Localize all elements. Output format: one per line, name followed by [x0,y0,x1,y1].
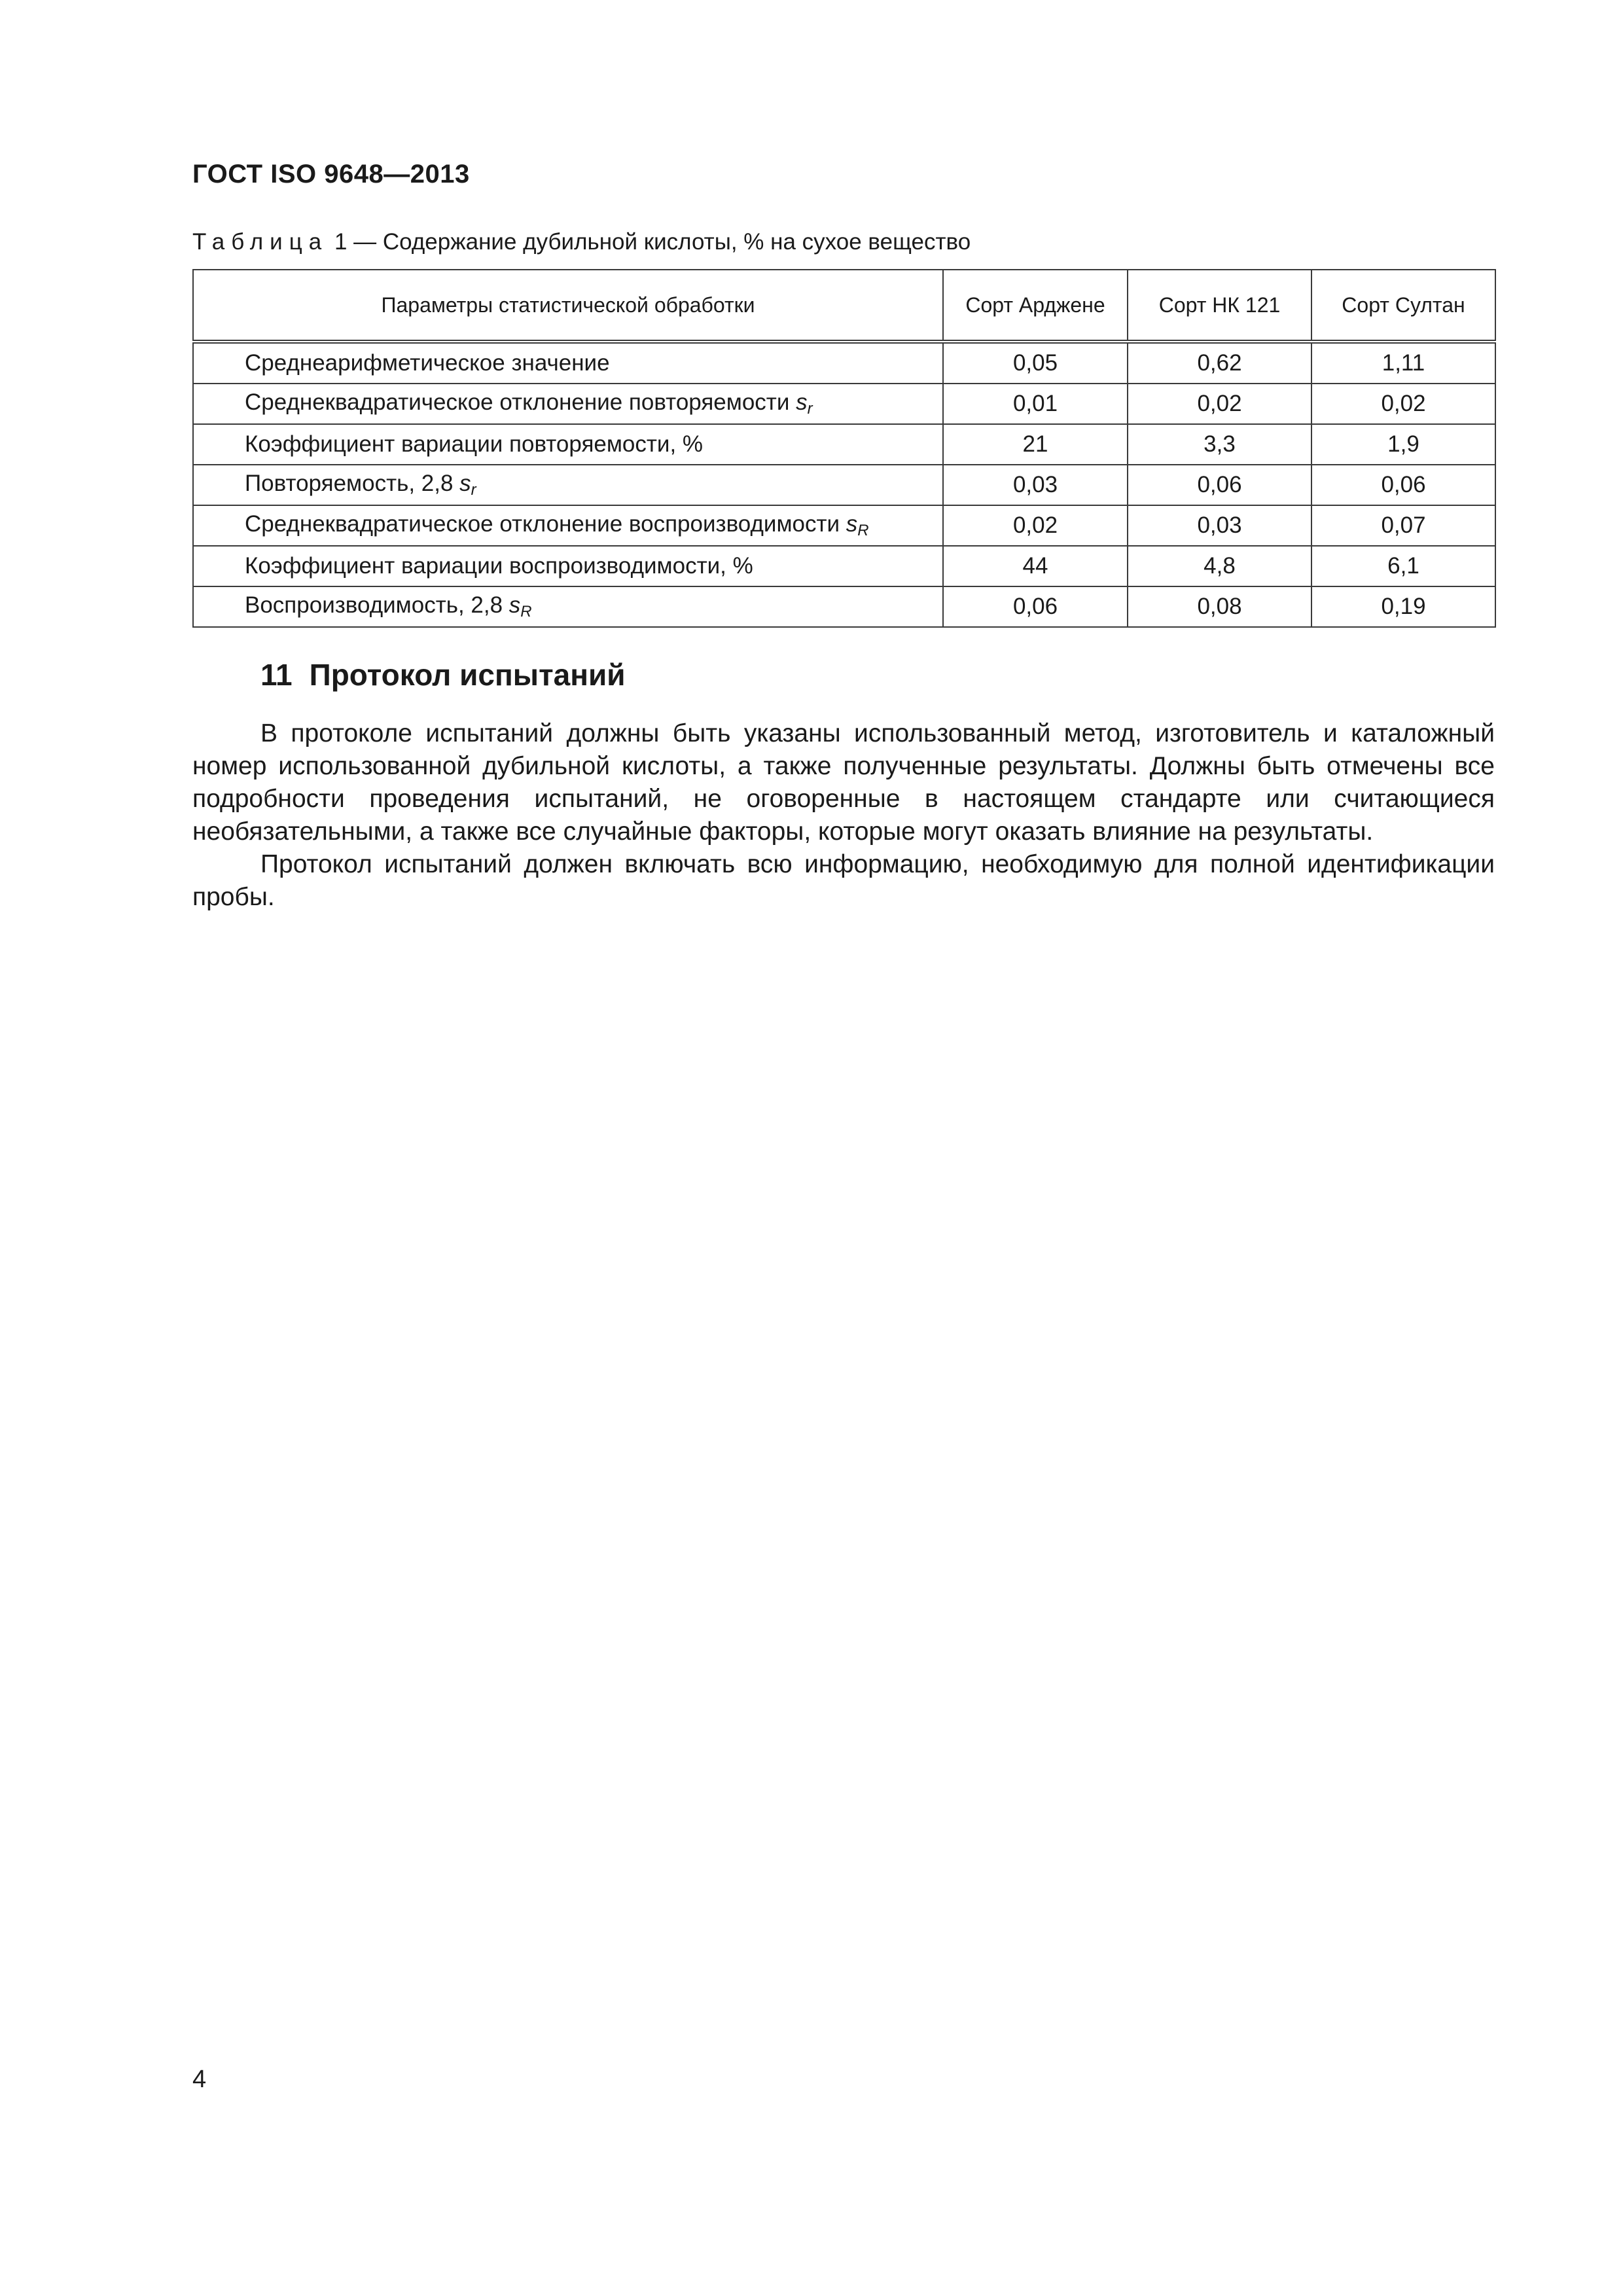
column-header-ardzhene: Сорт Арджене [943,270,1128,342]
results-table [192,269,1496,628]
value-cell: 44 [943,546,1128,586]
parameter-label: Среднеквадратическое отклонение воспроизводимости [245,511,840,537]
paragraph: В протоколе испытаний должны быть указаны использованный метод, изготовитель и каталожный номер использованной дубильной кислоты, а также полученные результаты. Должны быть отмечены все подробности проведения испытаний, не оговоренные в настоящем стандарте или считающиеся необязательными, а также все случайные факторы, которые могут оказать влияние на результаты. [192,719,1495,846]
value-cell: 0,19 [1311,586,1495,627]
value-cell: 0,03 [1128,505,1311,546]
document-code: ГОСТ ISO 9648—2013 [192,160,470,188]
table-caption-text: 1 — Содержание дубильной кислоты, % на сухое вещество [334,229,971,255]
page-number: 4 [192,2066,207,2093]
parameter-cell [193,546,943,586]
parameter-label: Повторяемость, 2,8 [245,471,454,496]
value-cell: 0,06 [1128,465,1311,505]
value-cell: 6,1 [1311,546,1495,586]
table-row [193,342,1495,384]
value-cell: 0,07 [1311,505,1495,546]
parameter-label: Воспроизводимость, 2,8 [245,592,503,618]
symbol-subscript: R [857,522,869,539]
value-cell: 0,02 [1128,384,1311,424]
symbol-subscript: r [471,481,476,499]
value-cell: 3,3 [1128,424,1311,465]
value-cell: 0,05 [943,342,1128,384]
value-cell: 1,11 [1311,342,1495,384]
table-row [193,546,1495,586]
value-cell: 21 [943,424,1128,465]
value-cell: 0,02 [1311,384,1495,424]
value-cell: 0,02 [943,505,1128,546]
table-body [193,342,1495,627]
statistic-symbol [846,511,869,537]
parameter-cell [193,384,943,424]
symbol-base: s [459,471,471,496]
column-header-sultan: Сорт Султан [1311,270,1495,342]
symbol-subscript: R [520,603,532,620]
parameter-label: Коэффициент вариации повторяемости, % [245,431,704,457]
symbol-subscript: r [807,400,813,418]
parameter-label: Среднеарифметическое значение [245,350,610,376]
table-header-row [193,270,1495,342]
section-title: Протокол испытаний [309,658,626,692]
symbol-base: s [846,511,858,537]
parameter-cell [193,342,943,384]
table-row [193,384,1495,424]
parameter-label: Коэффициент вариации воспроизводимости, % [245,553,753,579]
table-row [193,505,1495,546]
table-row [193,465,1495,505]
value-cell: 0,06 [943,586,1128,627]
statistic-symbol [796,389,813,418]
section-heading [260,657,626,692]
table-row [193,424,1495,465]
statistic-symbol [459,471,476,499]
parameter-label: Среднеквадратическое отклонение повторяемости [245,389,790,415]
table-caption [192,229,971,255]
value-cell: 1,9 [1311,424,1495,465]
parameter-cell [193,505,943,546]
value-cell: 0,08 [1128,586,1311,627]
value-cell: 0,06 [1311,465,1495,505]
value-cell: 0,03 [943,465,1128,505]
value-cell: 0,01 [943,384,1128,424]
paragraph: Протокол испытаний должен включать всю информацию, необходимую для полной идентификации пробы. [192,850,1495,911]
table-caption-label: Таблица [192,229,329,255]
table-row [193,586,1495,627]
column-header-nk121: Сорт НК 121 [1128,270,1311,342]
section-number: 11 [260,658,293,692]
symbol-base: s [796,389,808,415]
value-cell: 0,62 [1128,342,1311,384]
parameter-cell [193,424,943,465]
value-cell: 4,8 [1128,546,1311,586]
section-body [192,717,1495,914]
parameter-cell [193,586,943,627]
parameter-cell [193,465,943,505]
symbol-base: s [508,592,521,618]
column-header-parameters: Параметры статистической обработки [193,270,943,342]
statistic-symbol [509,592,532,618]
